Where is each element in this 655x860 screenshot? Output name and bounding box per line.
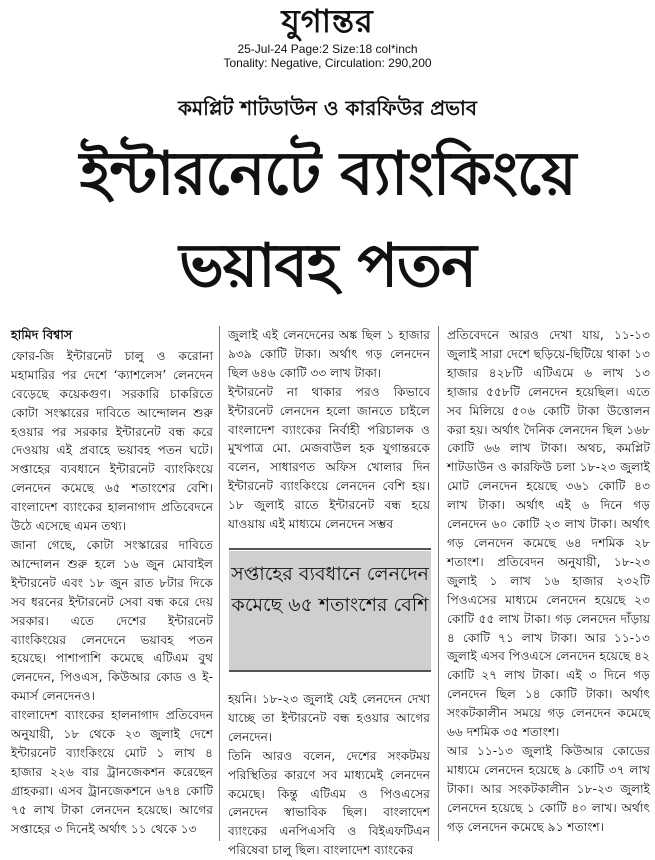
paragraph: জানা গেছে, কোটা সংস্কারের দাবিতে আন্দোলন শুরু হলে ১৬ জুন মোবাইল ইন্টারনেট এবং ১৮ জুন রাত ৮টার দিকে সব ধরনের ইন্টারনেট সেবা বন্ধ করে দেয় সরকার। এতে দেশের ইন্টারনেট ব্যাংকিংয়ের লেনদেনে ভয়াবহ পতন হয়েছে। পাশাপাশি কমেছে এটিএম বুথ লেনদেন, পিওএস, কিউআর কোড ও ই-কমার্স লেনদেনও। — [11, 537, 213, 704]
pullquote: সপ্তাহের ব্যবধানে লেনদেন কমেছে ৬৫ শতাংশের বেশি — [229, 551, 431, 670]
article-column-2-bottom — [228, 690, 430, 858]
paragraph: জুলাই এই লেনদেনের অঙ্ক ছিল ১ হাজার ৯৩৯ কোটি টাকা। অর্থাৎ গড় লেনদেন ছিল ৬৪৬ কোটি ৩৩ লাখ টাকা। — [228, 328, 430, 380]
clipping-meta-date-page: 25-Jul-24 Page:2 Size:18 col*inch — [237, 42, 418, 56]
paragraph: আর ১১-১৩ জুলাই কিউআর কোডের মাধ্যমে লেনদেন হয়েছে ৯ কোটি ৩৭ লাখ টাকা। আর সংকটকালীন ১৮-২৩ জুলাই লেনদেন হয়েছে ১ কোটি ৪০ লাখ। অর্থাৎ গড় লেনদেন কমেছে ৯১ শতাংশ। — [447, 743, 650, 834]
article-column-3 — [447, 326, 650, 846]
paragraph: প্রতিবেদনে আরও দেখা যায়, ১১-১৩ জুলাই সারা দেশে ছড়িয়ে-ছিটিয়ে থাকা ১৩ হাজার ৪২৮টি এটিএমে ৬ লাখ ১৩ হাজার ৫৫৮টি লেনদেন হয়েছিল। এতে সব মিলিয়ে ৫০৬ কোটি টাকা উত্তোলন করা হয়। অর্থাৎ দৈনিক লেনদেন ছিল ১৬৮ কোটি ৬৬ লাখ টাকা। অথচ, কমপ্লিট শাটডাউন ও কারফিউ চলা ১৮-২৩ জুলাই মোট লেনদেন হয়েছে ৩৬১ কোটি ৪৩ লাখ টাকা। অর্থাৎ এই ৬ দিনে গড় লেনদেন ৬০ কোটি ২৩ লাখ টাকা। অর্থাৎ গড় লেনদেন কমেছে ৬৪ দশমিক ২৮ শতাংশ। প্রতিবেদন অনুযায়ী, ১৮-২৩ জুলাই ১ লাখ ১৬ হাজার ২৩২টি পিওএসের মাধ্যমে লেনদেন হয়েছে ২৩ কোটি ৫৫ লাখ টাকা। গড় লেনদেন দাঁড়ায় ৪ কোটি ৭১ লাখ টাকা। আর ১১-১৩ জুলাই এসব পিওএসে লেনদেন হয়েছে ৪২ কোটি ২৭ লাখ টাকা। এই ৩ দিনে গড় লেনদেন ছিল ১৪ কোটি টাকা। অর্থাৎ সংকটকালীন সময়ে গড় লেনদেন কমেছে ৬৬ দশমিক ৩৫ শতাংশ। — [447, 328, 650, 740]
headline-line-2: ভয়াবহ পতন — [179, 231, 476, 301]
article-column-1 — [11, 326, 213, 846]
headline — [0, 128, 655, 312]
headline-line-1: ইন্টারনেটে ব্যাংকিংয়ে — [79, 139, 576, 209]
paragraph: ইন্টারনেট না থাকার পরও কিভাবে ইন্টারনেট লেনদেন হলো জানতে চাইলে বাংলাদেশ ব্যাংকের নির্বাহী পরিচালক ও মুখপাত্র মো. মেজবাউল হক যুগান্তরকে বলেন, সাধারণত অফিস খোলার দিন ইন্টারনেট ব্যাংকিংয়ে লেনদেন বেশি হয়। ১৮ জুলাই রাতে ইন্টারনেট বন্ধ হয়ে যাওয়ায় এই মাধ্যমে লেনদেন সম্ভব — [228, 384, 430, 532]
paragraph: ফোর-জি ইন্টারনেট চালু ও করোনা মহামারির পর দেশে ‘ক্যাশলেস’ লেনদেন বেড়েছে কয়েকগুণ। সরকারি চাকরিতে কোটা সংস্কারের দাবিতে আন্দোলন শুরু হওয়ার পর সরকার ইন্টারনেট বন্ধ করে দেওয়ায় এই প্রবাহে ভয়াবহ পতন ঘটে। সপ্তাহের ব্যবধানে ইন্টারনেট ব্যাংকিংয়ে লেনদেন কমেছে ৬৫ শতাংশের বেশি। বাংলাদেশ ব্যাংকের হালনাগাদ প্রতিবেদনে উঠে এসেছে এমন তথ্য। — [11, 348, 213, 534]
column-divider — [219, 326, 220, 841]
headline-kicker: কমপ্লিট শাটডাউন ও কারফিউর প্রভাব — [178, 96, 477, 120]
clipping-meta-tonality: Tonality: Negative, Circulation: 290,200 — [223, 56, 432, 70]
paragraph: বাংলাদেশ ব্যাংকের হালনাগাদ প্রতিবেদন অনুযায়ী, ১৮ থেকে ২৩ জুলাই দেশে ইন্টারনেট ব্যাংকিংয়ে মোট ১ লাখ ৪ হাজার ২২৬ বার ট্রানজেকশন করেছেন গ্রাহকরা। এসব ট্রানজেকশনে ৬৭৪ কোটি ৭৫ লাখ টাকা লেনদেন হয়েছে। আগের সপ্তাহের ৩ দিনেই অর্থাৎ ১১ থেকে ১৩ — [11, 708, 213, 836]
paragraph: তিনি আরও বলেন, দেশের সংকটময় পরিস্থিতির কারণে সব মাধ্যমেই লেনদেন কমেছে। কিন্তু এটিএম ও পিওএসের লেনদেন স্বাভাবিক ছিল। বাংলাদেশ ব্যাংকের এনপিএসবি ও বিইএফটিএন পরিষেবা চালু ছিল। বাংলাদেশ ব্যাংকের — [228, 748, 430, 858]
pullquote-rule-top — [229, 548, 431, 550]
newspaper-logo: যুগান্তর — [281, 2, 374, 40]
paragraph: হয়নি। ১৮-২৩ জুলাই যেই লেনদেন দেখা যাচ্ছে তা ইন্টারনেট বন্ধ হওয়ার আগের লেনদেন। — [228, 692, 430, 744]
column-divider — [438, 326, 439, 841]
byline: হামিদ বিশ্বাস — [11, 327, 73, 342]
pullquote-rule-bottom — [229, 670, 431, 672]
masthead — [0, 0, 655, 70]
article-column-2-top — [228, 326, 430, 556]
